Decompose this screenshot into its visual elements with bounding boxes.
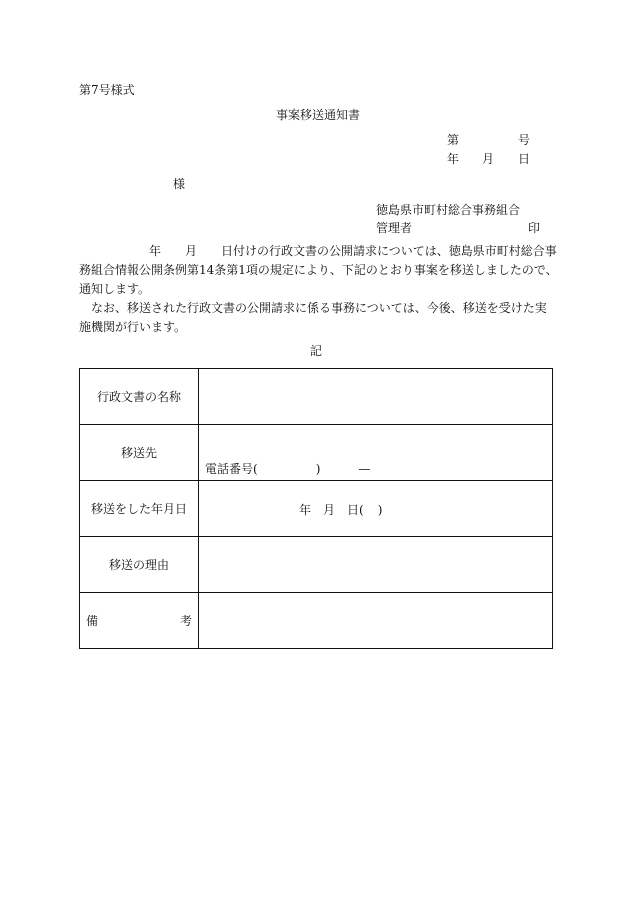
addressee-suffix: 様: [173, 177, 186, 191]
issue-day: 日: [518, 152, 531, 166]
transfer-month: 月: [323, 503, 336, 517]
sender-title: 管理者: [376, 221, 413, 235]
reason-label: 移送の理由: [80, 537, 199, 593]
document-title: 事案移送通知書: [276, 108, 361, 122]
remarks-label-right: 考: [179, 614, 192, 628]
transfer-date-line: [299, 501, 382, 518]
body-line-5: 施機関が行います。: [79, 320, 187, 334]
phone-close-paren: ): [315, 462, 321, 476]
sender-organization: 徳島県市町村総合事務組合: [376, 203, 521, 217]
phone-label: 電話番号(: [205, 462, 258, 476]
form-number: 第7号様式: [79, 83, 135, 97]
ki-heading: 記: [310, 344, 323, 358]
body-date-month: 月: [185, 244, 198, 258]
body-line-3: 通知します。: [79, 282, 151, 296]
body-line-2: 務組合情報公開条例第14条第1項の規定により、下記のとおり事案を移送しましたので、: [79, 263, 558, 277]
issue-year: 年: [447, 152, 460, 166]
transfer-day: 日(: [347, 503, 364, 517]
transfer-date-label: 移送をした年月日: [80, 481, 199, 537]
destination-label: 移送先: [80, 425, 199, 481]
table-row-remarks: [80, 593, 553, 649]
sender-seal: 印: [528, 221, 541, 235]
transfer-year: 年: [299, 503, 312, 517]
remarks-label-left: 備: [86, 614, 99, 628]
remarks-label: [80, 593, 199, 649]
transfer-close-paren: ): [377, 503, 383, 517]
doc-no-suffix: 号: [518, 133, 531, 147]
body-paragraph: [79, 242, 558, 337]
destination-value[interactable]: [199, 425, 553, 481]
phone-dash: —: [358, 462, 371, 476]
issue-month: 月: [482, 152, 495, 166]
phone-number-line: [205, 460, 370, 477]
body-line-1-text: 日付けの行政文書の公開請求については、徳島県市町村総合事: [221, 244, 557, 258]
body-date-year: 年: [149, 244, 162, 258]
transfer-details-table: [79, 368, 553, 649]
document-name-value[interactable]: [199, 369, 553, 425]
document-name-label: 行政文書の名称: [80, 369, 199, 425]
body-line-1: [79, 242, 557, 261]
doc-no-prefix: 第: [447, 133, 460, 147]
table-row-transfer-reason: [80, 537, 553, 593]
transfer-date-value[interactable]: [199, 481, 553, 537]
table-row-document-name: [80, 369, 553, 425]
remarks-value[interactable]: [199, 593, 553, 649]
reason-value[interactable]: [199, 537, 553, 593]
body-line-4: なお、移送された行政文書の公開請求に係る事務については、今後、移送を受けた実: [91, 301, 547, 315]
remarks-label-spread: [80, 612, 198, 629]
table-row-transfer-date: [80, 481, 553, 537]
table-row-transfer-destination: [80, 425, 553, 481]
